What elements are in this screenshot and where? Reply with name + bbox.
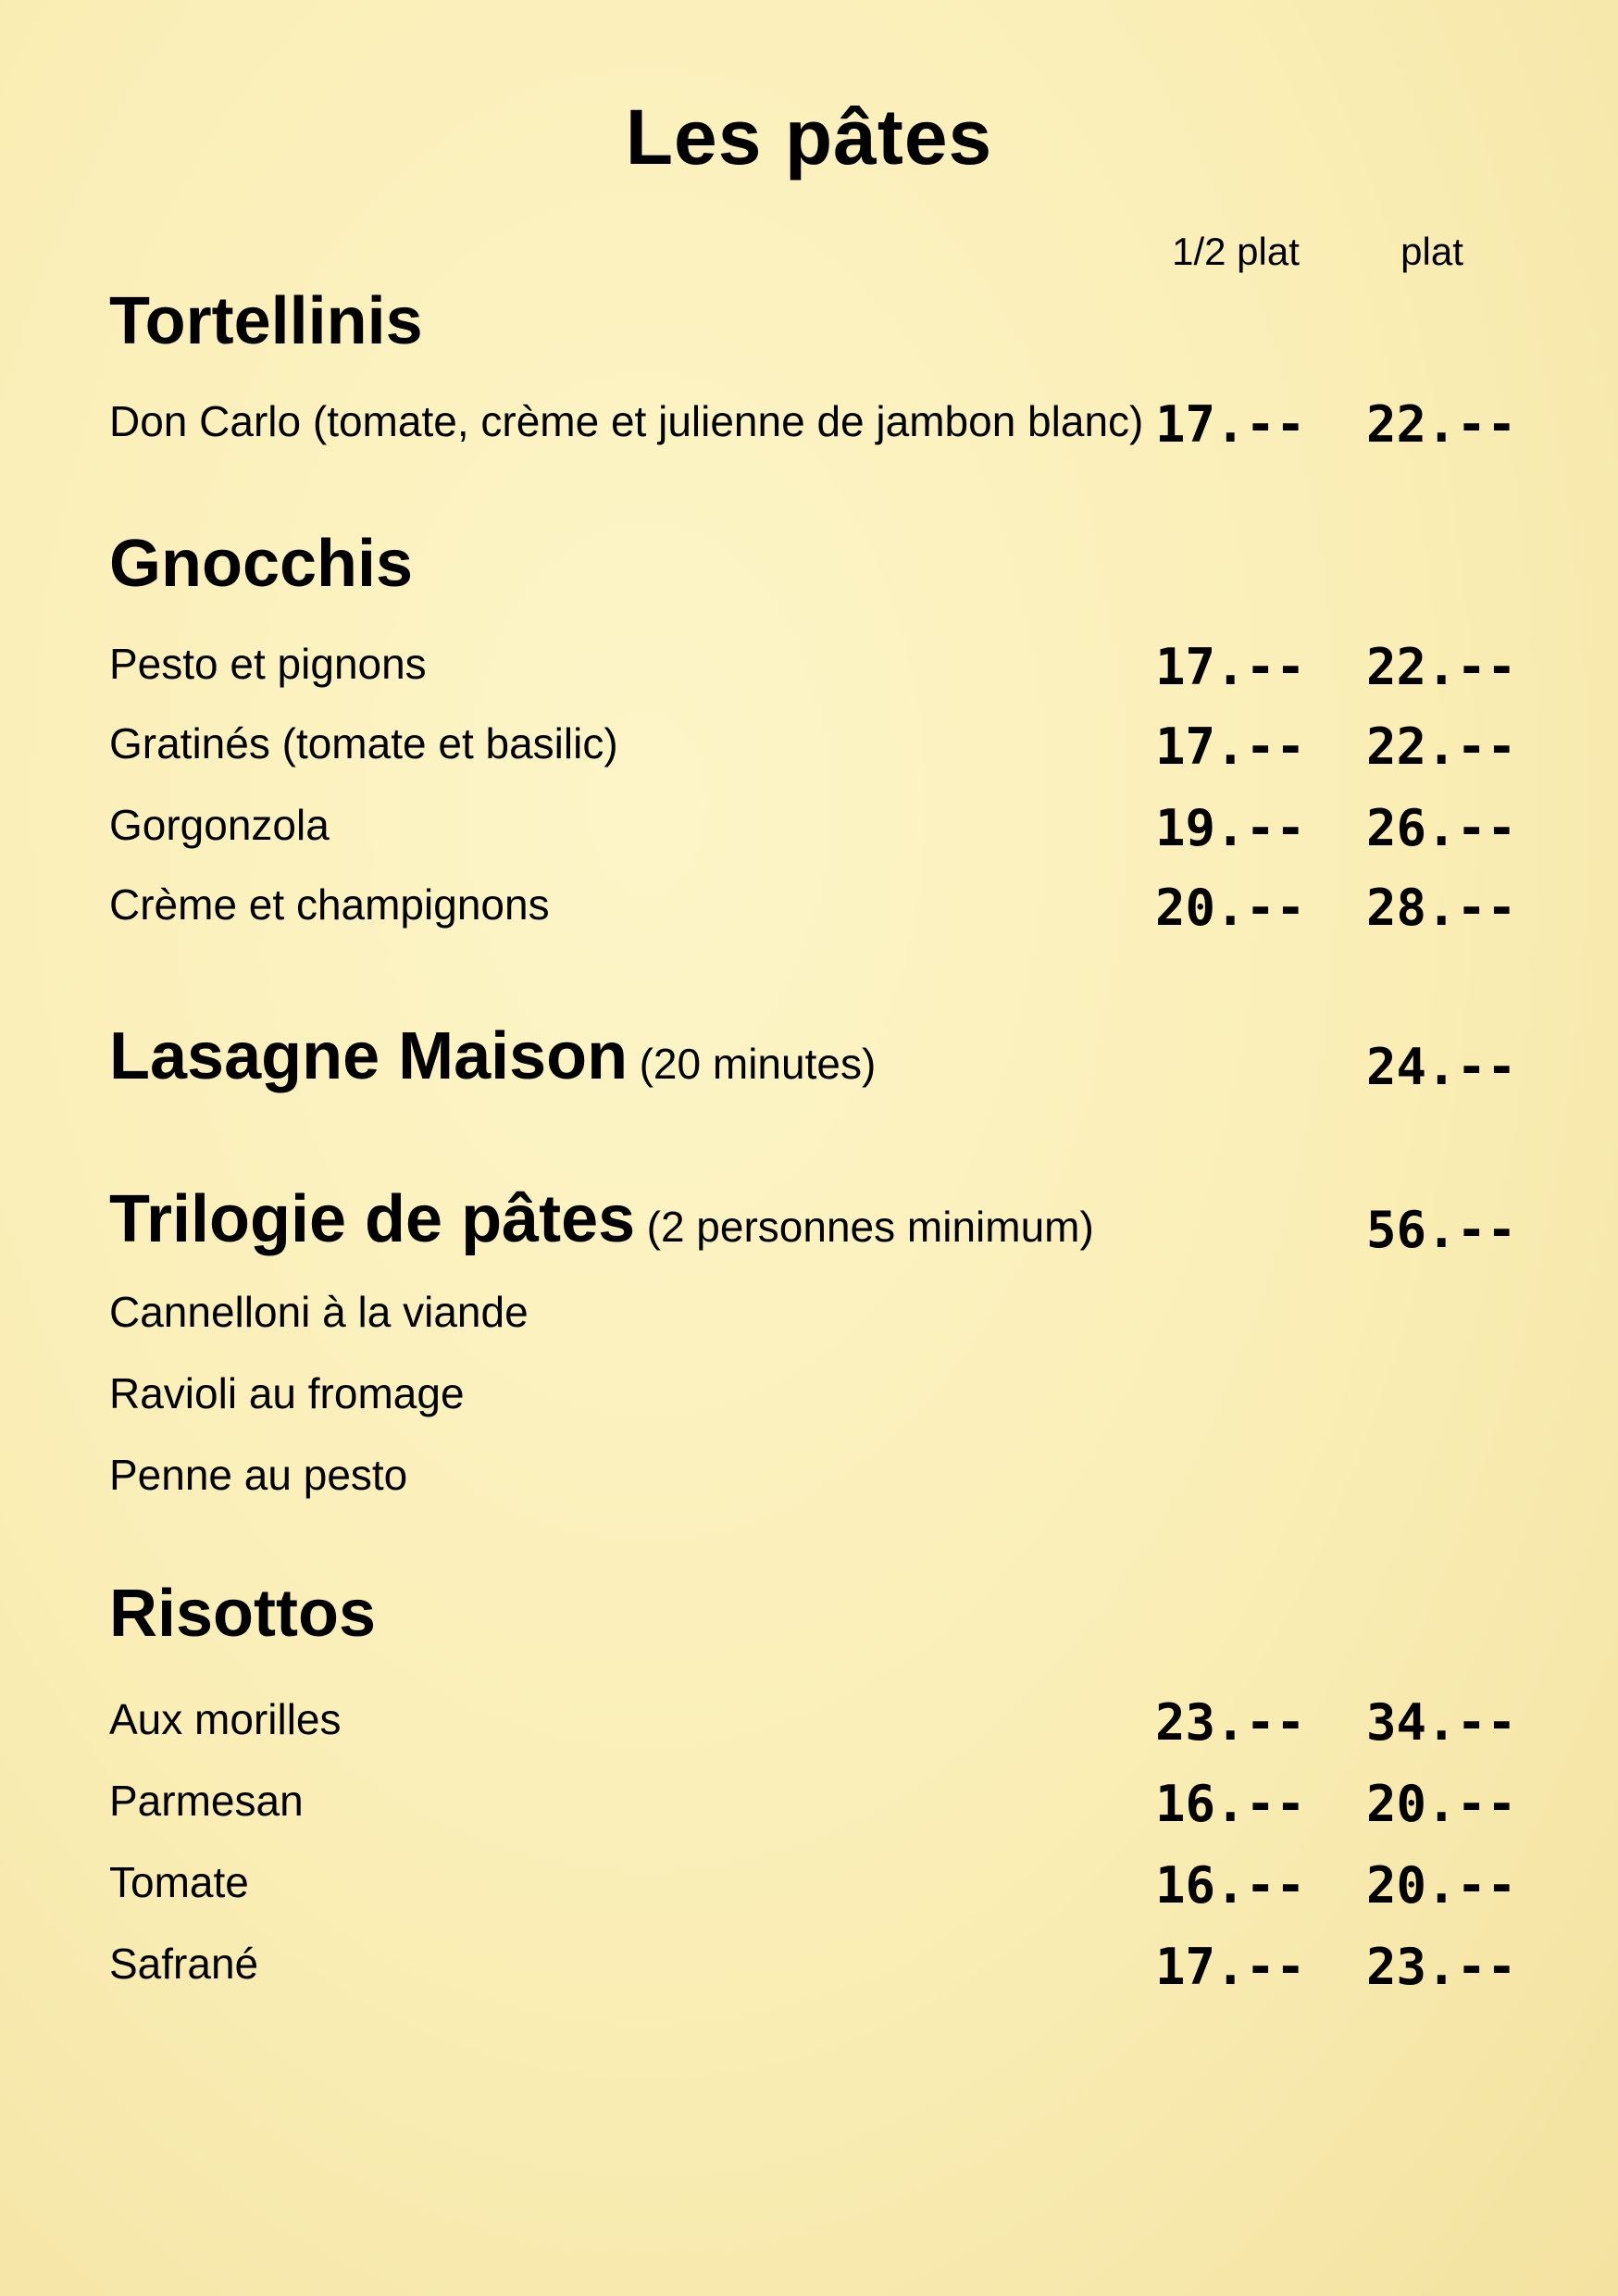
section-title: Lasagne Maison [109,1019,629,1093]
menu-item [109,863,1618,937]
menu-item [109,1270,1618,1344]
price-full: 22.-- [1366,395,1517,454]
item-name: Ravioli au fromage [109,1369,465,1417]
item-name: Parmesan [109,1777,304,1825]
price-half: 17.-- [1155,1938,1306,1996]
price-full: 24.-- [1366,1038,1517,1096]
column-header-full: plat [1400,230,1463,273]
menu-item [109,1433,1618,1507]
item-name: Pesto et pignons [109,640,427,688]
column-header-half: 1/2 plat [1172,230,1300,273]
menu-item [109,1759,1618,1833]
section-heading-tortellinis [109,284,1618,361]
price-full: 22.-- [1366,638,1517,696]
price-full: 22.-- [1366,718,1517,776]
price-full: 26.-- [1366,799,1517,857]
price-full: 28.-- [1366,879,1517,937]
menu-item [109,622,1618,696]
section-heading-gnocchis [109,527,1618,604]
item-name: Tomate [109,1858,249,1906]
menu-item [109,1922,1618,1996]
menu-item [109,1352,1618,1426]
price-full: 56.-- [1366,1201,1517,1259]
menu-item [109,380,1618,454]
price-half: 16.-- [1155,1775,1306,1833]
price-half: 23.-- [1155,1693,1306,1752]
item-name: Cannelloni à la viande [109,1288,529,1336]
section-title: Gnocchis [109,527,414,601]
section-title: Tortellinis [109,284,423,358]
section-heading-risottos [109,1579,1618,1653]
item-name: Penne au pesto [109,1451,408,1499]
price-full: 23.-- [1366,1938,1517,1996]
section-title: Trilogie de pâtes [109,1182,636,1256]
menu-item [109,1678,1618,1752]
price-half: 20.-- [1155,879,1306,937]
price-full: 34.-- [1366,1693,1517,1752]
price-full: 20.-- [1366,1856,1517,1915]
price-half: 19.-- [1155,799,1306,857]
menu-item [109,1841,1618,1915]
price-full: 20.-- [1366,1775,1517,1833]
item-name: Gratinés (tomate et basilic) [109,719,618,767]
menu-item [109,783,1618,857]
page-title: Les pâtes [625,94,993,181]
section-heading-trilogie [109,1182,1618,1259]
price-half: 16.-- [1155,1856,1306,1915]
item-name: Safrané [109,1940,259,1988]
price-half: 17.-- [1155,718,1306,776]
price-half: 17.-- [1155,395,1306,454]
item-name: Gorgonzola [109,801,330,849]
item-name: Aux morilles [109,1695,342,1743]
section-note: (2 personnes minimum) [646,1203,1094,1251]
menu-item [109,702,1618,776]
price-half: 17.-- [1155,638,1306,696]
section-title: Risottos [109,1577,376,1651]
section-heading-lasagne [109,1019,1618,1096]
item-name: Don Carlo (tomate, crème et julienne de jambon blanc) [109,397,1144,445]
item-name: Crème et champignons [109,880,550,929]
section-note: (20 minutes) [639,1040,877,1088]
